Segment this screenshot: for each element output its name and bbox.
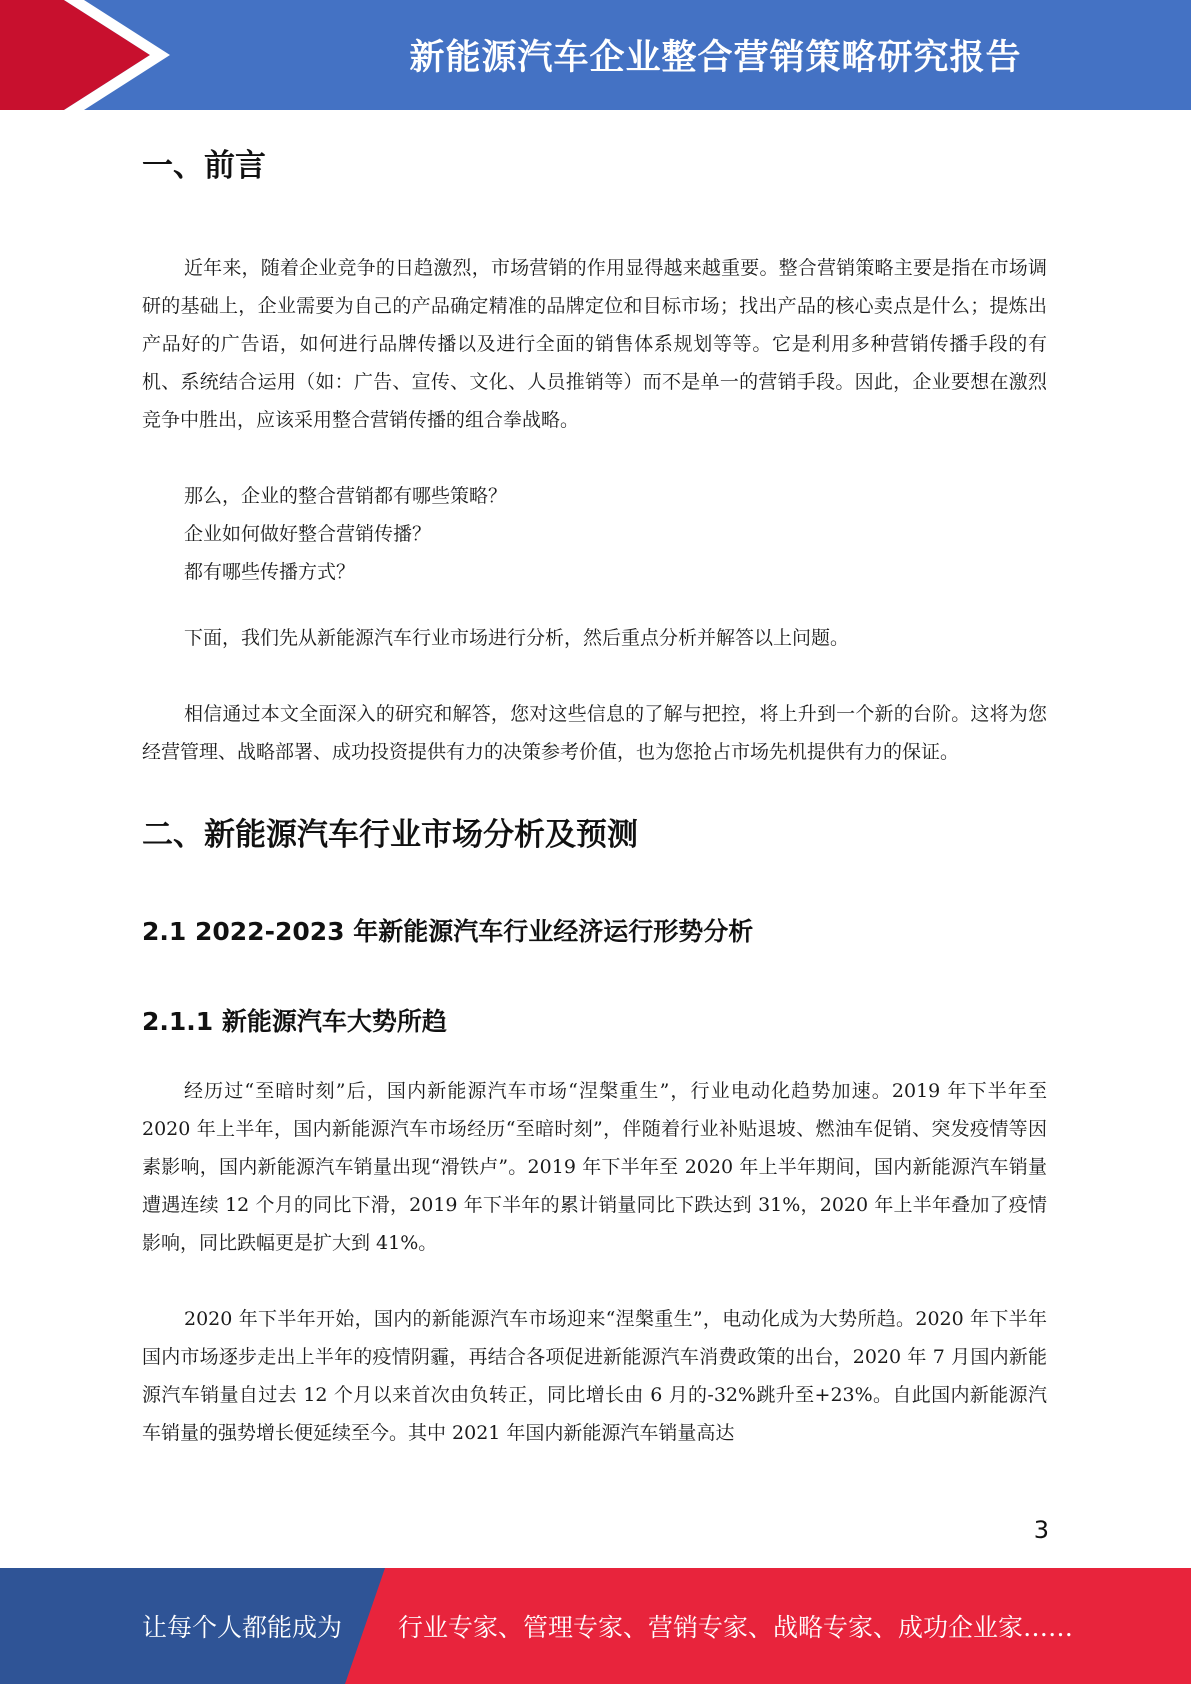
footer-slogan-right: 行业专家、管理专家、营销专家、战略专家、成功企业家…… [398, 1613, 1074, 1642]
section-heading-market-analysis: 二、新能源汽车行业市场分析及预测 [142, 817, 638, 853]
question-item: 企业如何做好整合营销传播？ [184, 523, 432, 545]
footer-band [0, 1568, 1191, 1684]
subsection-heading-2-1-1: 2.1.1 新能源汽车大势所趋 [142, 1007, 447, 1036]
header-band [0, 0, 1191, 110]
preface-paragraph-2: 下面，我们先从新能源汽车行业市场进行分析，然后重点分析并解答以上问题。 [184, 627, 850, 649]
trend-paragraph-2: 2020 年下半年开始，国内的新能源汽车市场迎来“涅槃重生”，电动化成为大势所趋。2020 年下半年国内市场逐步走出上半年的疫情阴霾，再结合各项促进新能源汽车消费政策的出台，2020 年 7 月国内新能源汽车销量自过去 12 个月以来首次由负转正，同比增长由 6 月的-32%跳升至+23%。自此国内新能源汽车销量的强势增长便延续至今。其中 2021 年国内新能源汽车销量高达 [142, 1308, 1047, 1444]
question-item: 都有哪些传播方式？ [184, 561, 356, 583]
section-heading-preface: 一、前言 [142, 148, 266, 184]
preface-paragraph-1: 近年来，随着企业竞争的日趋激烈，市场营销的作用显得越来越重要。整合营销策略主要是指在市场调研的基础上，企业需要为自己的产品确定精准的品牌定位和目标市场；找出产品的核心卖点是什么；提炼出产品好的广告语，如何进行品牌传播以及进行全面的销售体系规划等等。它是利用多种营销传播手段的有机、系统结合运用（如：广告、宣传、文化、人员推销等）而不是单一的营销手段。因此，企业要想在激烈竞争中胜出，应该采用整合营销传播的组合拳战略。 [142, 257, 1047, 431]
report-title: 新能源汽车企业整合营销策略研究报告 [409, 38, 1022, 78]
footer-slogan-left: 让每个人都能成为 [142, 1613, 343, 1642]
question-list [142, 477, 1047, 591]
subsection-heading-2-1: 2.1 2022-2023 年新能源汽车行业经济运行形势分析 [142, 917, 754, 946]
question-item: 那么，企业的整合营销都有哪些策略？ [184, 485, 508, 507]
preface-paragraph-3: 相信通过本文全面深入的研究和解答，您对这些信息的了解与把控，将上升到一个新的台阶。这将为您经营管理、战略部署、成功投资提供有力的决策参考价值，也为您抢占市场先机提供有力的保证。 [142, 703, 1047, 763]
trend-paragraph-1: 经历过“至暗时刻”后，国内新能源汽车市场“涅槃重生”，行业电动化趋势加速。2019 年下半年至 2020 年上半年，国内新能源汽车市场经历“至暗时刻”，伴随着行业补贴退坡、燃油车促销、突发疫情等因素影响，国内新能源汽车销量出现“滑铁卢”。2019 年下半年至 2020 年上半年期间，国内新能源汽车销量遭遇连续 12 个月的同比下滑，2019 年下半年的累计销量同比下跌达到 31%，2020 年上半年叠加了疫情影响，同比跌幅更是扩大到 41%。 [142, 1080, 1047, 1254]
page-content [142, 118, 1047, 1452]
page-number: 3 [1033, 1516, 1049, 1544]
